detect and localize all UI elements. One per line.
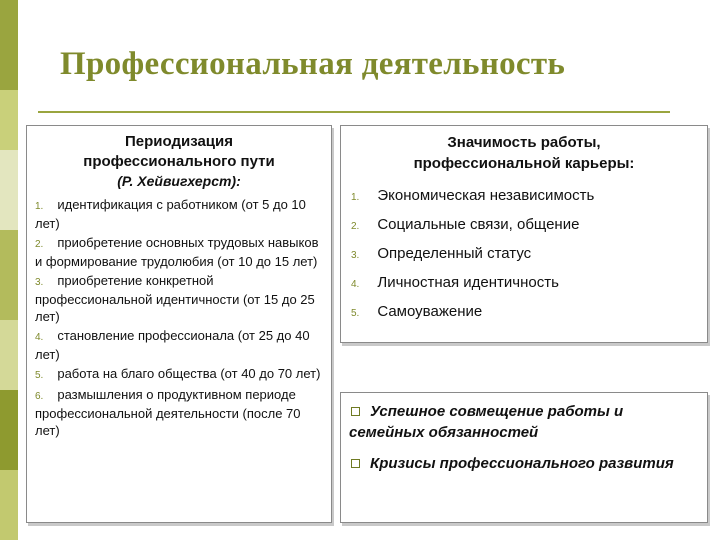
list-item xyxy=(35,327,323,363)
square-bullet-icon xyxy=(351,459,360,468)
periodization-heading xyxy=(27,132,331,172)
item-text: Социальные связи, общение xyxy=(377,216,580,233)
item-number: 5. xyxy=(35,370,44,381)
list-item xyxy=(351,215,707,236)
title-divider xyxy=(38,111,670,113)
item-text: работа на благо общества (от 40 до 70 лет) xyxy=(57,366,321,381)
item-text: Экономическая независимость xyxy=(377,187,595,204)
significance-box xyxy=(340,125,708,343)
item-text: размышления о продуктивном периоде профессиональной деятельности (после 70 лет) xyxy=(35,387,301,438)
item-number: 4. xyxy=(35,332,44,343)
item-number: 2. xyxy=(351,221,360,232)
list-item xyxy=(351,273,707,294)
list-item xyxy=(351,186,707,207)
item-number: 3. xyxy=(351,250,360,261)
significance-list xyxy=(341,186,707,323)
item-number: 2. xyxy=(35,239,44,250)
significance-heading xyxy=(341,132,707,174)
bullet-item xyxy=(341,443,707,474)
item-number: 1. xyxy=(351,192,360,203)
left-bar-segment xyxy=(0,390,18,470)
periodization-list xyxy=(27,196,331,439)
item-number: 4. xyxy=(351,279,360,290)
item-number: 5. xyxy=(351,308,360,319)
list-item xyxy=(351,302,707,323)
item-text: Определенный статус xyxy=(377,245,532,262)
topics-box xyxy=(340,392,708,523)
list-item xyxy=(35,272,323,325)
heading-line: Периодизация xyxy=(124,133,233,150)
list-item xyxy=(35,196,323,232)
list-item xyxy=(35,386,323,439)
item-text: приобретение конкретной профессиональной идентичности (от 15 до 25 лет) xyxy=(35,273,315,324)
left-bar-segment xyxy=(0,230,18,320)
heading-line: Значимость работы, xyxy=(447,134,601,151)
periodization-box xyxy=(26,125,332,523)
bullet-text: Кризисы профессионального развития xyxy=(370,455,674,472)
item-number: 1. xyxy=(35,201,44,212)
square-bullet-icon xyxy=(351,407,360,416)
list-item xyxy=(351,244,707,265)
bullet-text: Успешное совмещение работы и семейных обязанностей xyxy=(349,403,624,441)
left-bar-segment xyxy=(0,0,18,90)
left-bar-segment xyxy=(0,90,18,150)
item-text: идентификация с работником (от 5 до 10 лет) xyxy=(35,197,306,231)
item-text: Личностная идентичность xyxy=(377,274,559,291)
item-text: приобретение основных трудовых навыков и формирование трудолюбия (от 10 до 15 лет) xyxy=(35,235,319,269)
decorative-left-bar xyxy=(0,0,18,540)
left-bar-segment xyxy=(0,470,18,540)
author-reference: (Р. Хейвигхерст): xyxy=(117,173,241,189)
left-bar-segment xyxy=(0,150,18,230)
item-number: 3. xyxy=(35,277,44,288)
list-item xyxy=(35,365,323,384)
heading-line: профессиональной карьеры: xyxy=(413,155,635,172)
list-item xyxy=(35,234,323,270)
item-text: Самоуважение xyxy=(377,303,483,320)
heading-line: профессионального пути xyxy=(83,153,275,170)
slide-title: Профессиональная деятельность xyxy=(60,46,566,82)
left-bar-segment xyxy=(0,320,18,390)
item-number: 6. xyxy=(35,391,44,402)
bullet-item xyxy=(341,393,707,443)
item-text: становление профессионала (от 25 до 40 лет) xyxy=(35,328,310,362)
